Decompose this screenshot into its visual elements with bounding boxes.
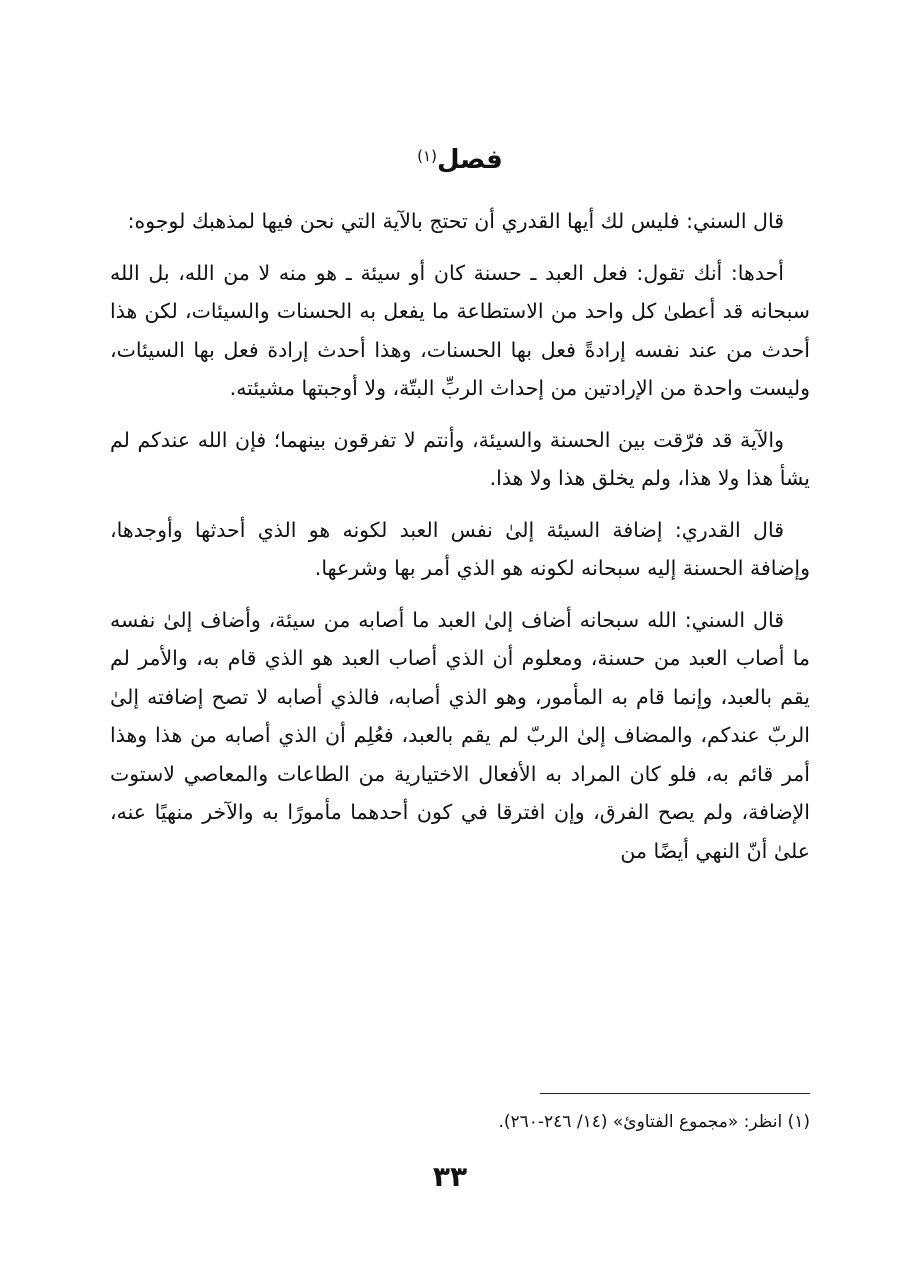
paragraph-4: قال القدري: إضافة السيئة إلىٰ نفس العبد لكونه هو الذي أحدثها وأوجدها، وإضافة الحسنة إليه سبحانه لكونه هو الذي أمر بها وشرعها. (110, 517, 810, 580)
paragraph-1: قال السني: فليس لك أيها القدري أن تحتج بالآية التي نحن فيها لمذهبك لوجوه: (127, 209, 784, 233)
section-title: فصل (436, 145, 503, 175)
paragraph-5: قال السني: الله سبحانه أضاف إلىٰ العبد ما أصابه من سيئة، وأضاف إلىٰ نفسه ما أصاب العبد من حسنة، ومعلوم أن الذي أصاب العبد هو الذي قام به، والأمر لم يقم بالعبد، وإنما قام به المأمور، وهو الذي أصابه، فالذي أصابه لا تصح إضافته إلىٰ الربّ عندكم، والمضاف إلىٰ الربّ لم يقم بالعبد، فعُلِم أن الذي أصابه من هذا وهذا أمر قائم به، فلو كان المراد به الأفعال الاختيارية من الطاعات والمعاصي لاستوت الإضافة، ولم يصح الفرق، وإن افترقا في كون أحدهما مأمورًا به والآخر منهيًا عنه، علىٰ أنّ النهي أيضًا من (110, 607, 810, 863)
paragraph-2: أحدها: أنك تقول: فعل العبد ـ حسنة كان أو سيئة ـ هو منه لا من الله، بل الله سبحانه قد أعطىٰ كل واحد من الاستطاعة ما يفعل به الحسنات والسيئات، لكن هذا أحدث من عند نفسه إرادةً فعل بها الحسنات، وهذا أحدث إرادة فعل بها السيئات، وليست واحدة من الإرادتين من إحداث الربِّ البتّة، ولا أوجبتها مشيئته. (110, 260, 810, 400)
footnote-reference[interactable]: (١) (417, 147, 437, 165)
paragraph-3: والآية قد فرّقت بين الحسنة والسيئة، وأنتم لا تفرقون بينهما؛ فإن الله عندكم لم يشأ هذا ولا هذا، ولم يخلق هذا ولا هذا. (110, 427, 810, 490)
section-heading (110, 140, 810, 180)
page-body (110, 140, 810, 883)
footnote-text: (١) انظر: «مجموع الفتاوئ» (١٤/ ٢٤٦-٢٦٠). (498, 1112, 810, 1132)
page-number: ٣٣ (432, 1160, 468, 1193)
footnote-divider (540, 1093, 810, 1094)
